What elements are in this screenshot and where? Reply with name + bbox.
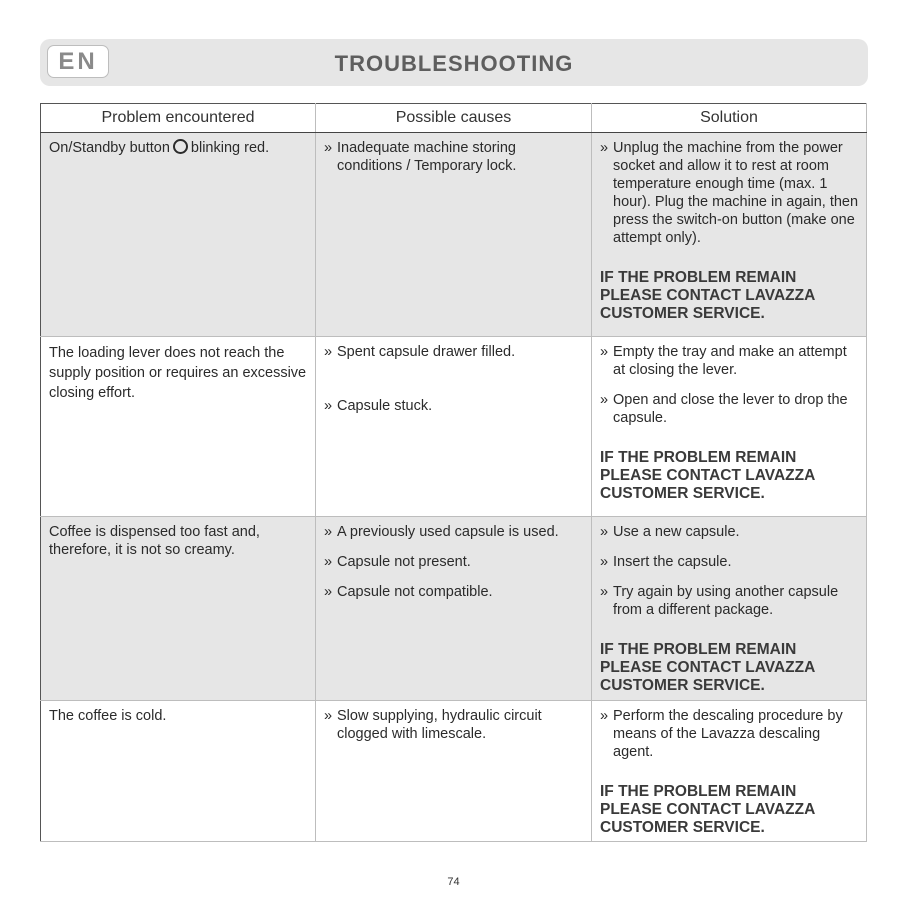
solution-text: Unplug the machine from the power socket and allow it to rest at room temperature enough time (max. 1 hour). Plug the machine in again, then press the switch-on button (make one attempt only). [613, 140, 859, 246]
cause-item [324, 523, 585, 541]
solution-item [600, 523, 860, 541]
solution-item [600, 583, 860, 619]
table-row [41, 337, 867, 517]
solution-text: Use a new capsule. [613, 524, 740, 540]
column-header-problem: Problem encountered [41, 104, 316, 133]
column-header-causes: Possible causes [316, 104, 592, 133]
problem-cell [41, 701, 316, 842]
cause-text: Spent capsule drawer filled. [337, 344, 516, 360]
causes-cell [316, 517, 592, 701]
solution-item [600, 391, 860, 427]
solution-text: Empty the tray and make an attempt at closing the lever. [613, 344, 847, 378]
cause-text: Capsule not compatible. [337, 584, 493, 600]
cause-text: Slow supplying, hydraulic circuit clogged with limescale. [337, 708, 542, 742]
cause-text: Inadequate machine storing conditions / Temporary lock. [337, 140, 517, 174]
page-number: 74 [447, 876, 460, 888]
cause-item [324, 397, 585, 415]
cause-text: Capsule stuck. [337, 398, 433, 414]
bullet-mark: » [324, 524, 333, 540]
cause-item [324, 583, 585, 601]
contact-warning: IF THE PROBLEM REMAIN PLEASE CONTACT LAVAZZA CUSTOMER SERVICE. [600, 449, 815, 502]
cause-item [324, 707, 585, 743]
contact-warning: IF THE PROBLEM REMAIN PLEASE CONTACT LAVAZZA CUSTOMER SERVICE. [600, 641, 815, 694]
problem-text: The coffee is cold. [49, 708, 167, 724]
solution-cell [592, 337, 867, 517]
solution-item [600, 343, 860, 379]
causes-cell [316, 701, 592, 842]
bullet-mark: » [600, 140, 609, 156]
bullet-mark: » [600, 584, 609, 600]
bullet-mark: » [600, 392, 609, 408]
bullet-mark: » [600, 554, 609, 570]
contact-warning: IF THE PROBLEM REMAIN PLEASE CONTACT LAVAZZA CUSTOMER SERVICE. [600, 269, 815, 322]
cause-text: A previously used capsule is used. [337, 524, 559, 540]
causes-cell [316, 133, 592, 337]
solution-item [600, 707, 860, 761]
problem-text-part2: blinking red. [190, 140, 270, 156]
problem-cell [41, 337, 316, 517]
table-row [41, 701, 867, 842]
problem-text: The loading lever does not reach the supply position or requires an excessive closing effort. [49, 345, 307, 401]
table-header-row [41, 104, 867, 133]
bullet-mark: » [324, 344, 333, 360]
cause-text: Capsule not present. [337, 554, 471, 570]
bullet-mark: » [324, 398, 333, 414]
bullet-mark: » [324, 708, 333, 724]
cause-item [324, 343, 585, 361]
bullet-mark: » [600, 344, 609, 360]
contact-warning: IF THE PROBLEM REMAIN PLEASE CONTACT LAVAZZA CUSTOMER SERVICE. [600, 783, 815, 836]
cause-item [324, 139, 585, 175]
solution-item [600, 553, 860, 571]
bullet-mark: » [600, 708, 609, 724]
solution-text: Perform the descaling procedure by means of the Lavazza descaling agent. [613, 708, 843, 760]
solution-text: Insert the capsule. [613, 554, 732, 570]
table-row [41, 517, 867, 701]
solution-cell [592, 517, 867, 701]
bullet-mark: » [324, 584, 333, 600]
solution-cell [592, 701, 867, 842]
bullet-mark: » [600, 524, 609, 540]
problem-cell [41, 133, 316, 337]
cause-item [324, 553, 585, 571]
causes-cell [316, 337, 592, 517]
problem-text-part1: On/Standby button [49, 140, 170, 156]
header-bar [40, 39, 868, 86]
solution-cell [592, 133, 867, 337]
page-title: TROUBLESHOOTING [334, 51, 574, 76]
language-badge: EN [47, 45, 109, 78]
problem-cell [41, 517, 316, 701]
bullet-mark: » [324, 554, 333, 570]
column-header-solution: Solution [592, 104, 867, 133]
bullet-mark: » [324, 140, 333, 156]
solution-text: Open and close the lever to drop the capsule. [613, 392, 848, 426]
power-button-icon [173, 139, 188, 154]
table-row [41, 133, 867, 337]
troubleshooting-table [40, 103, 867, 842]
solution-text: Try again by using another capsule from a different package. [613, 584, 839, 618]
problem-text: Coffee is dispensed too fast and, therefore, it is not so creamy. [49, 524, 260, 558]
solution-item [600, 139, 860, 247]
